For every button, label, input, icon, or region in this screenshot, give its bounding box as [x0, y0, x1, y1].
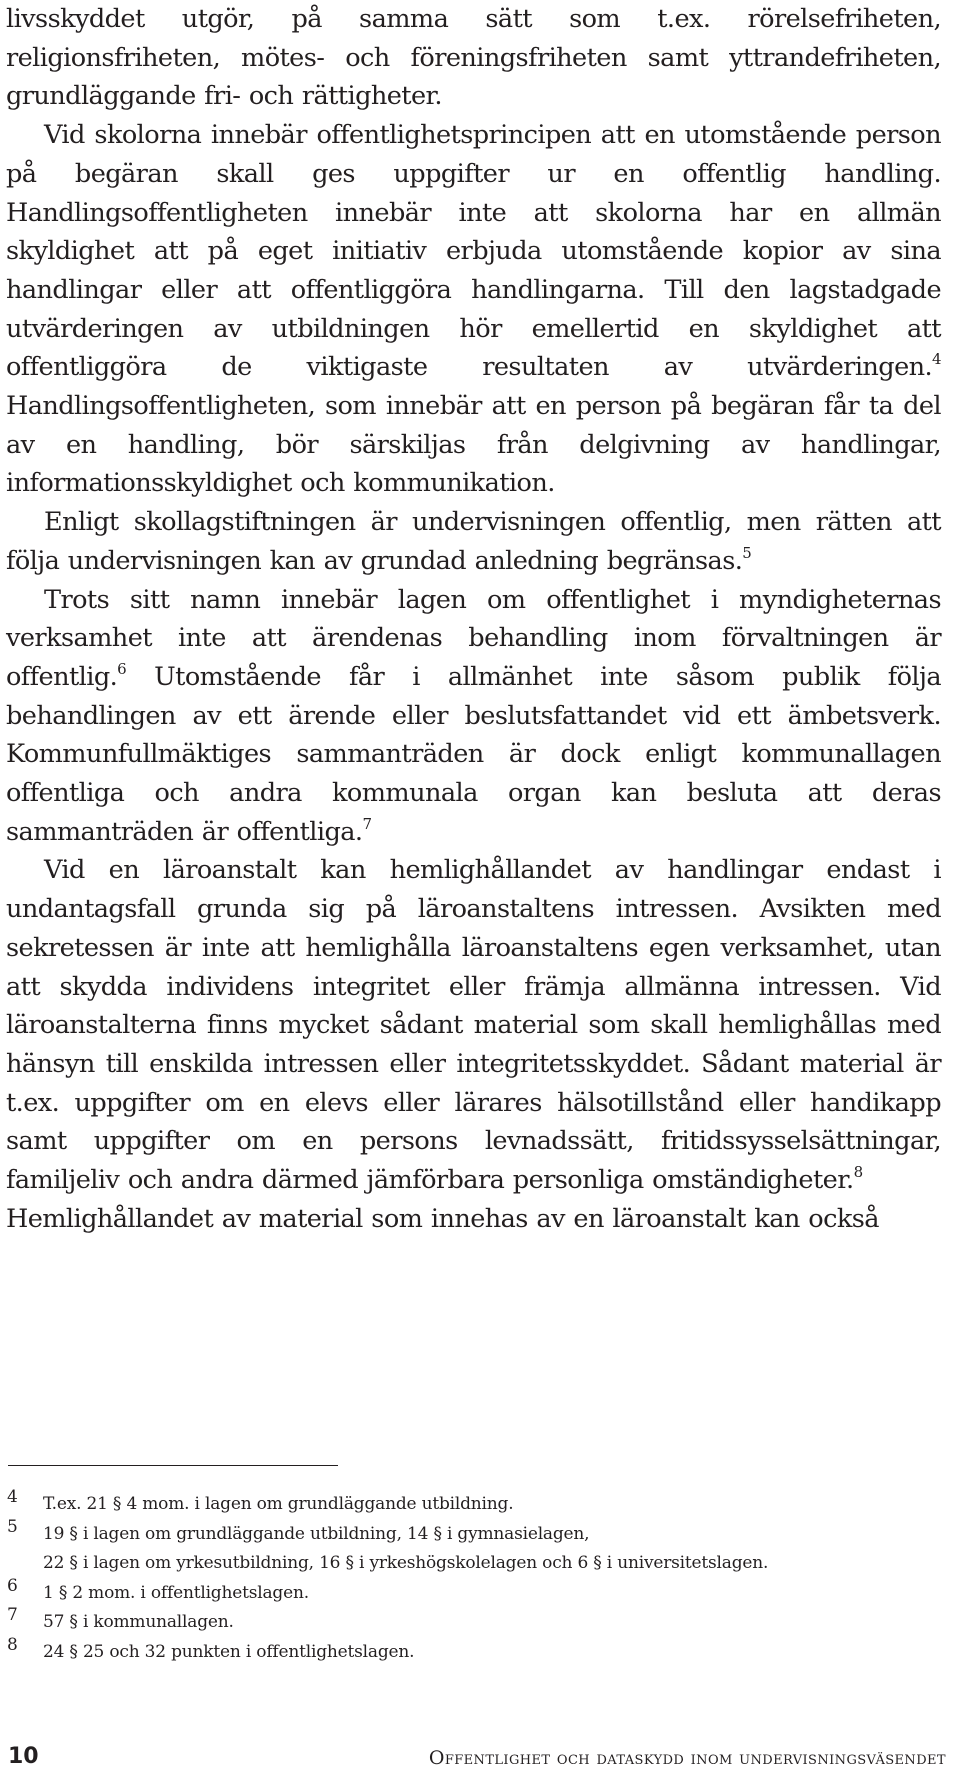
paragraph-4: [6, 581, 941, 852]
document-page: [6, 0, 946, 1781]
paragraph-1: [6, 0, 941, 116]
footnote-number: 5: [7, 1516, 18, 1537]
footnote-ref-4[interactable]: 4: [932, 350, 941, 369]
paragraph-5-text: Vid en läroanstalt kan hemlighållandet av handlingar endast i undantagsfall grunda sig på läroanstaltens intressen. Avsikten med sekretessen är inte att hemlighålla läroanstaltens egen verksamhet, utan att skydda individens integritet eller främja allmänna intressen. Vid läroanstalterna finns mycket sådant material som skall hemlighållas med hänsyn till enskilda intressen eller integritetsskyddet. Sådant material är t.ex. uppgifter om en elevs eller lärares hälsotillstånd eller handikapp samt uppgifter om en persons levnadssätt, fritidssysselsättningar, familjeliv och andra därmed jämförbara personliga omständigheter.: [6, 855, 941, 1196]
footnote-text: T.ex. 21 § 4 mom. i lagen om grundläggande utbildning.: [43, 1494, 514, 1514]
footnote-4: [6, 1487, 946, 1520]
footnote-8: [6, 1634, 946, 1668]
footnote-ref-7[interactable]: 7: [362, 814, 372, 833]
paragraph-2: [6, 116, 941, 503]
footnotes: [6, 1487, 946, 1667]
footnote-text: 1 § 2 mom. i offentlighetslagen.: [43, 1582, 309, 1603]
footnote-6: [6, 1575, 946, 1609]
footnote-number: 7: [7, 1605, 18, 1625]
body-text: [6, 0, 941, 1239]
paragraph-2-text-a: Vid skolorna innebär offentlighetsprincipen att en utomstående person på begäran skall ges uppgifter ur en offentlig handling. Handlingsoffentligheten innebär inte att skolorna har en allmän skyldighet att på eget initiativ erbjuda utomstående kopior av sina handlingar eller att offentliggöra handlingarna. Till den lagstadgade utvärderingen av utbildningen hör emellertid en skyldighet att offentliggöra de viktigaste resultaten av utvärderingen.: [6, 120, 941, 383]
footnote-separator: [8, 1465, 338, 1466]
footnote-ref-8[interactable]: 8: [853, 1163, 863, 1182]
paragraph-6-text: Hemlighållandet av material som innehas av en läroanstalt kan också: [6, 1203, 879, 1234]
footnote-ref-6[interactable]: 6: [117, 659, 127, 678]
paragraph-1-text: livsskyddet utgör, på samma sätt som t.ex. rörelsefriheten, religionsfriheten, mötes- och föreningsfriheten samt yttrandefriheten, grundläggande fri- och rättigheter.: [6, 4, 941, 112]
paragraph-3-text: Enligt skollagstiftningen är undervisningen offentlig, men rätten att följa undervisningen kan av grundad anledning begränsas.: [6, 507, 941, 576]
footnote-number: 6: [7, 1575, 18, 1596]
footnote-text: 24 § 25 och 32 punkten i offentlighetslagen.: [43, 1641, 415, 1662]
footnote-ref-5[interactable]: 5: [742, 543, 752, 562]
footnote-number: 4: [7, 1487, 18, 1507]
footnote-5: [6, 1516, 946, 1579]
footnote-number: 8: [7, 1634, 18, 1655]
footnote-text: 57 § i kommunallagen.: [43, 1612, 234, 1632]
footnote-7: [6, 1605, 946, 1638]
paragraph-3: [6, 503, 941, 580]
paragraph-2-text-b: Handlingsoffentligheten, som innebär att en person på begäran får ta del av en handling, bör särskiljas från delgivning av handlingar, informationsskyldighet och kommunikation.: [6, 391, 941, 499]
page-number: 10: [8, 1744, 39, 1769]
paragraph-5: [6, 851, 941, 1199]
running-head: Offentlighet och dataskydd inom undervisningsväsendet: [428, 1747, 946, 1769]
paragraph-4-text-a: Trots sitt namn innebär lagen om offentlighet i myndigheternas verksamhet inte att ärendenas behandling inom förvaltningen är offentlig.: [6, 584, 941, 692]
footnote-text-continued: 22 § i lagen om yrkesutbildning, 16 § i yrkeshögskolelagen och 6 § i universitetslagen.: [43, 1553, 769, 1573]
paragraph-4-text-b: Utomstående får i allmänhet inte såsom publik följa behandlingen av ett ärende eller beslutsfattandet vid ett ämbetsverk. Kommunfullmäktiges sammanträden är dock enligt kommunallagen offentliga och andra kommunala organ kan besluta att deras sammanträden är offentliga.: [6, 661, 941, 847]
footnote-text: 19 § i lagen om grundläggande utbildning, 14 § i gymnasielagen,: [43, 1523, 590, 1544]
paragraph-6: [6, 1200, 941, 1239]
